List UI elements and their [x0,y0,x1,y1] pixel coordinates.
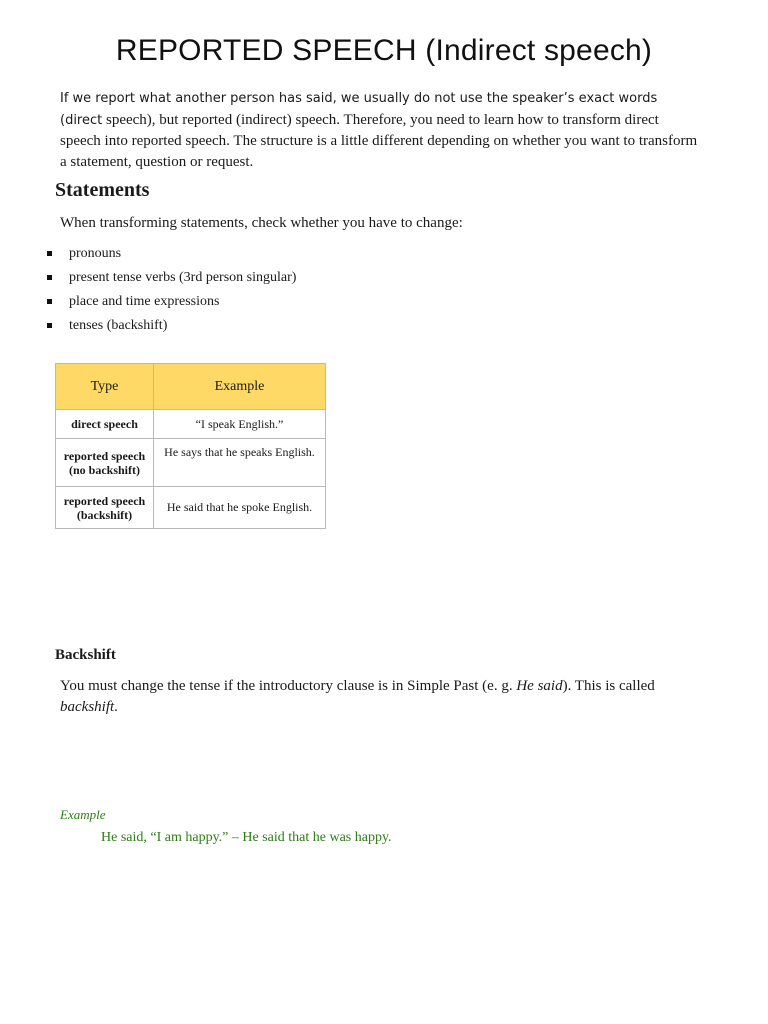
table-cell-type [56,410,154,439]
intro-lead-text: If we report what another person has said, we usually do not use the speaker’s exact words (direct [60,91,658,128]
table-header-example: Example [154,364,326,410]
table-row [56,410,326,439]
table-cell-type [56,487,154,529]
page-title: REPORTED SPEECH (Indirect speech) [115,34,653,67]
square-bullet-icon [47,251,52,256]
statements-heading: Statements [55,179,150,201]
list-item-text: place and time expressions [69,294,220,309]
type-subtext: (no backshift) [68,462,140,477]
table-row [56,439,326,487]
table-cell-example: He said that he spoke English. [154,487,326,529]
backshift-text: You must change the tense if the introductory clause is in Simple Past (e. g. [60,678,517,694]
type-text: reported speech [63,448,146,463]
table-row [56,487,326,529]
table-cell-example: “I speak English.” [154,410,326,439]
backshift-text: ). This is called [562,678,655,694]
square-bullet-icon [47,299,52,304]
square-bullet-icon [47,323,52,328]
table-cell-example: He says that he speaks English. [154,439,326,487]
example-sentence: He said, “I am happy.” – He said that he was happy. [101,830,392,845]
list-item-text: pronouns [69,246,122,261]
list-item-text: tenses (backshift) [69,318,168,333]
table-header-type: Type [56,364,154,410]
backshift-text: . [114,699,118,715]
list-item [47,293,296,317]
change-list [47,245,296,341]
type-text: direct speech [71,417,138,431]
backshift-heading: Backshift [55,647,116,663]
backshift-italic-text: He said [516,678,563,694]
intro-rest-text: speech), but reported (indirect) speech. Therefore, you need to learn how to transform direct speech into reported speech. The structure is a little different depending on whether you want to transform a statement, question or request. [60,111,698,170]
list-item-text: present tense verbs (3rd person singular) [69,270,297,285]
type-text: reported speech [63,493,146,508]
list-item [47,245,296,269]
backshift-paragraph [60,676,700,718]
table-header-row [56,364,326,410]
backshift-italic-term: backshift [60,699,115,715]
list-item [47,269,296,293]
intro-paragraph [60,88,700,172]
example-label: Example [60,807,106,822]
type-subtext: (backshift) [76,507,133,522]
table-cell-type [56,439,154,487]
speech-type-table [55,363,326,529]
list-item [47,317,296,341]
square-bullet-icon [47,275,52,280]
statements-check-text: When transforming statements, check whether you have to change: [60,215,463,231]
